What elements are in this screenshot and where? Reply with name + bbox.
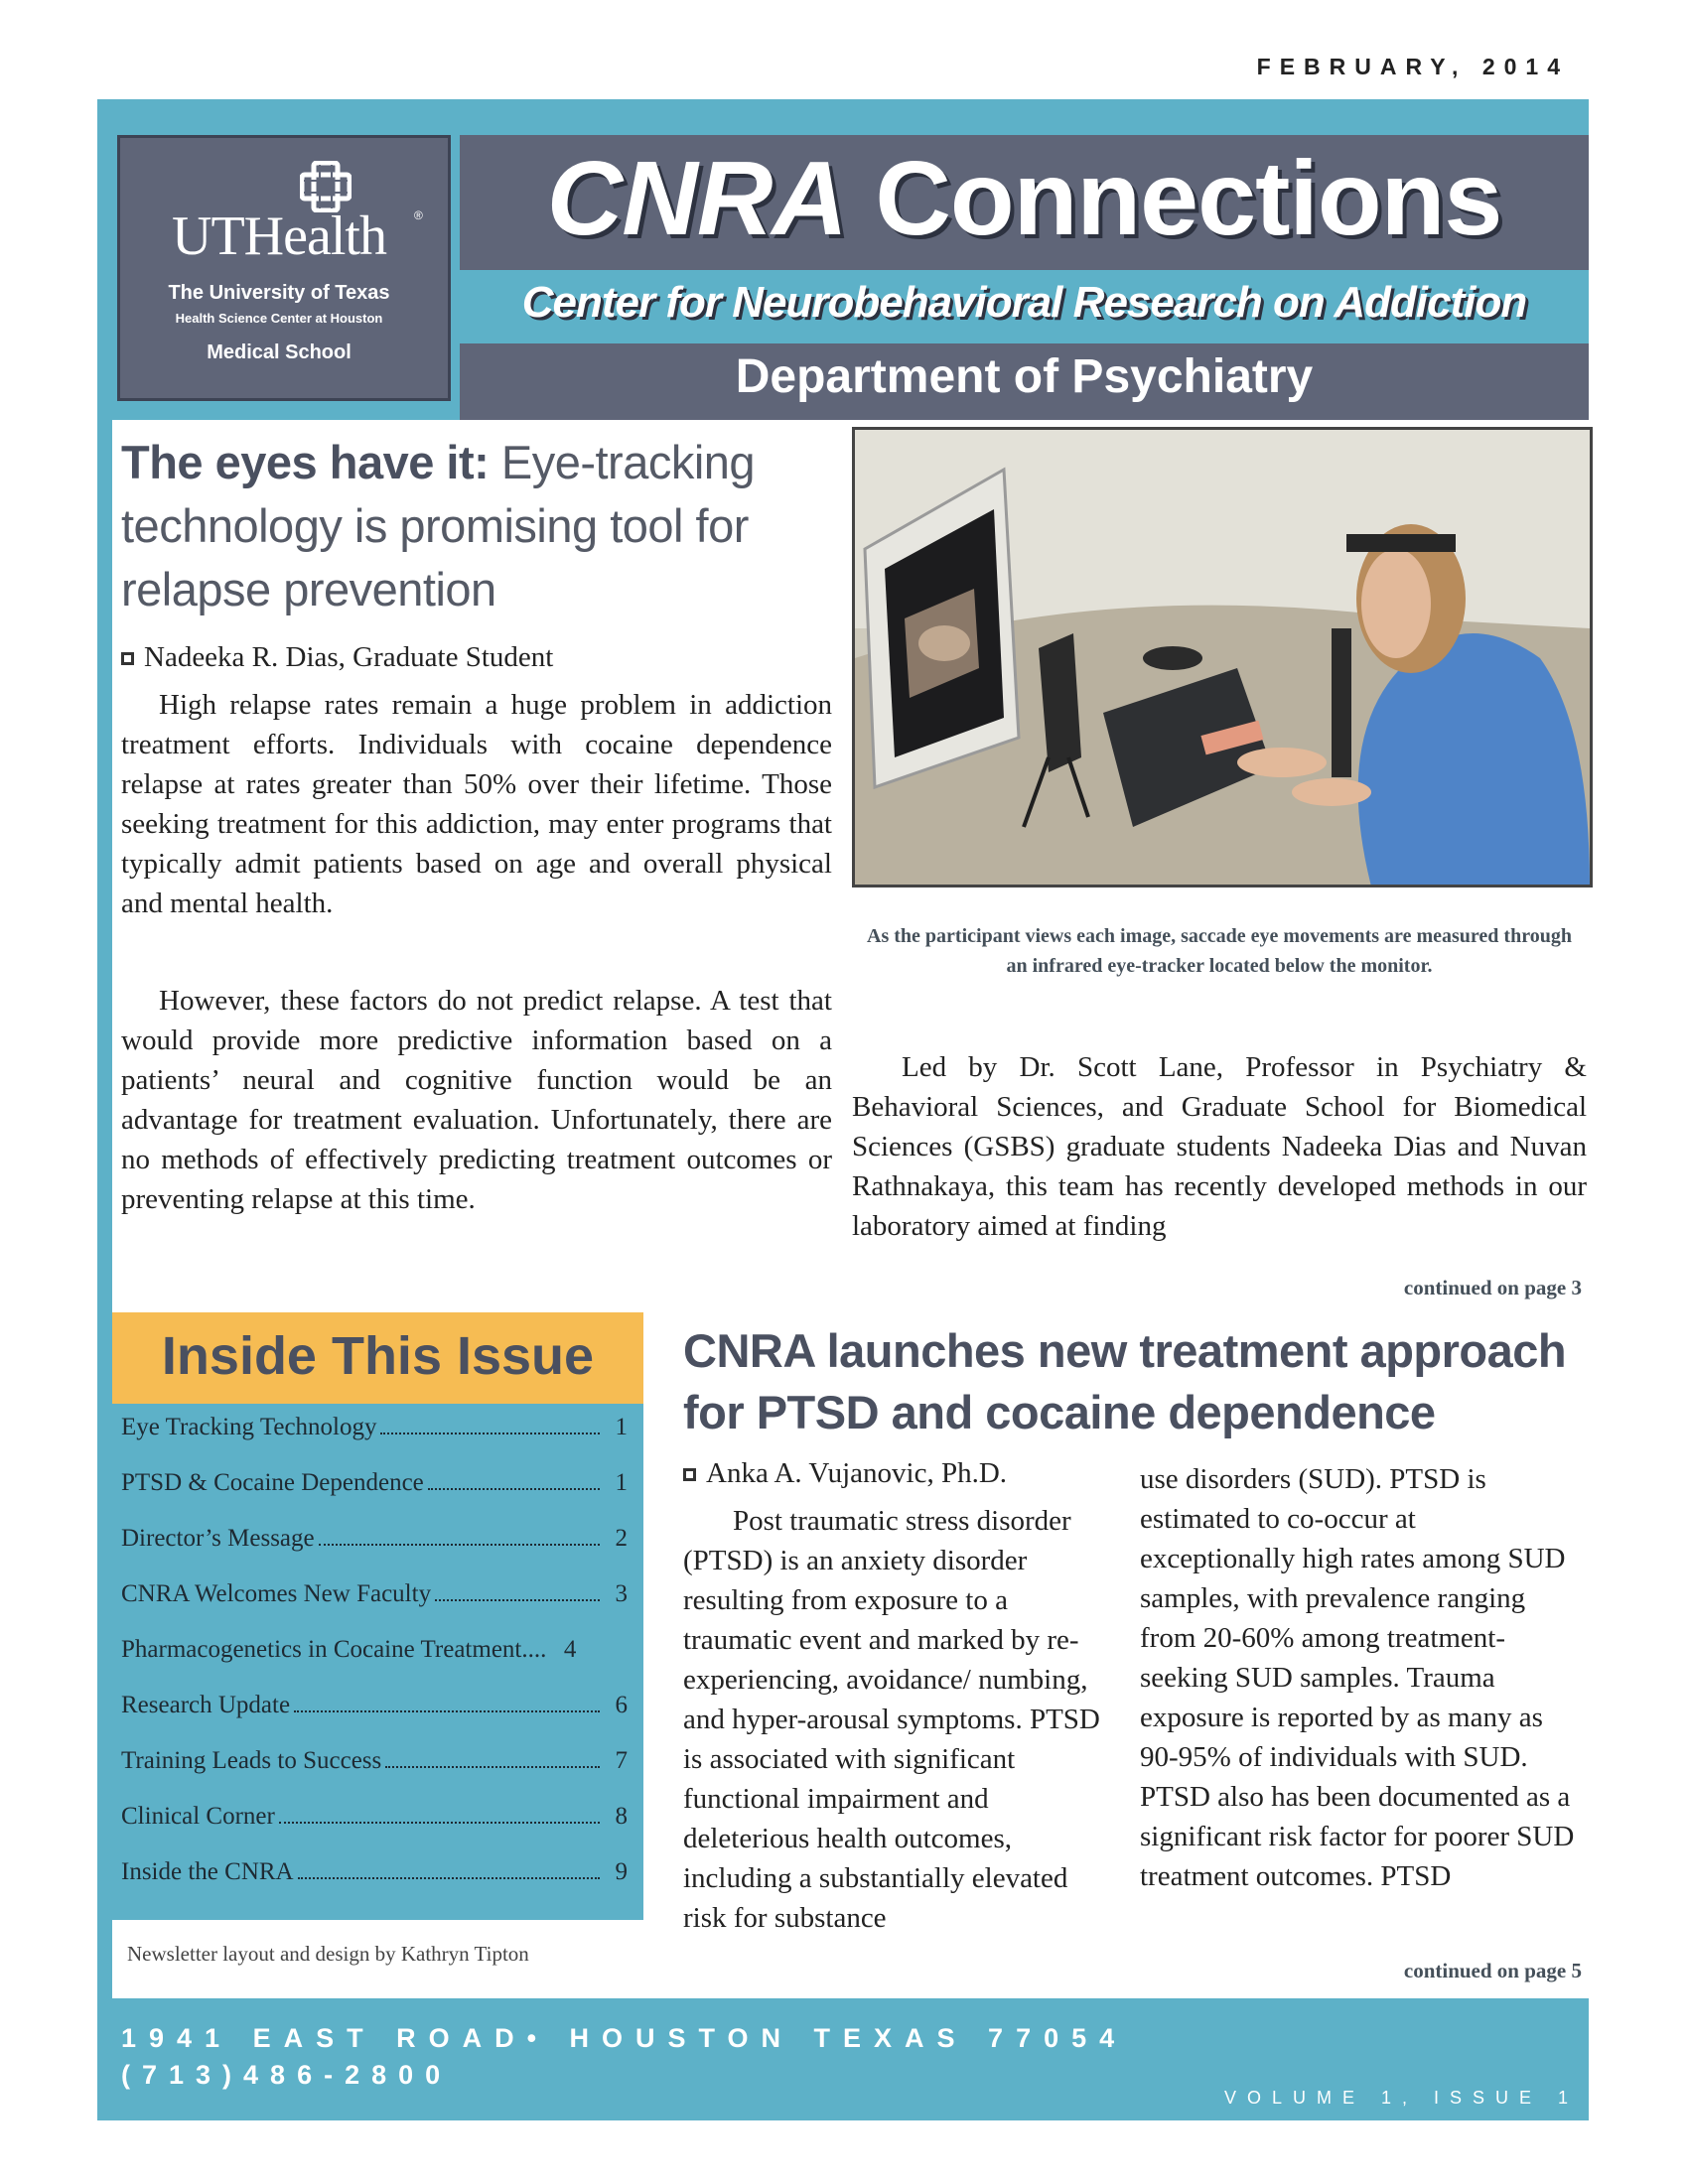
footer-volume: VOLUME 1, ISSUE 1 [1223,2088,1579,2108]
footer-address: 1941 EAST ROAD• HOUSTON TEXAS 77054 [121,2023,1128,2053]
registered-mark: ® [414,208,423,222]
toc-item-page: 6 [615,1692,628,1718]
logo-medical-school: Medical School [207,341,352,363]
logo-university-line: The University of Texas [168,282,390,304]
toc-item[interactable] [121,1745,628,1777]
article2-byline [683,1457,1007,1490]
logo-hsc-line: Health Science Center at Houston [175,311,383,326]
layout-credit: Newsletter layout and design by Kathryn Tipton [127,1942,529,1966]
toc-dot-leader [380,1412,600,1434]
toc-item-page: 8 [615,1803,628,1830]
toc-dot-leader [298,1856,600,1879]
photo-caption: As the participant views each image, saccade eye movements are measured through an infrared eye-tracker located below the monitor. [867,925,1572,977]
toc-dot-leader [319,1523,600,1546]
uthealth-wordmark: UTHealth [172,205,386,267]
title-connections: Connections [846,140,1502,257]
article1-paragraph-1: High relapse rates remain a huge problem in addiction treatment efforts. Individuals with cocaine dependence relapse at rates greater than 50% over their lifetime. Those seeking treatment for this addiction, may enter programs that typically admit patients based on age and overall physical and mental health. [121,689,832,919]
toc-dot-leader [428,1467,600,1490]
article2-column-2: use disorders (SUD). PTSD is estimated to co-occur at exceptionally high rates among SUD samples, with prevalence ranging from 20-60% among treatment-seeking SUD samples. Trauma exposure is reported by as many as 90-95% of individuals with SUD. PTSD also has been documented as a significant risk factor for poorer SUD treatment outcomes. PTSD [1140,1463,1575,1892]
toc-title: Inside This Issue [161,1326,595,1386]
toc-item[interactable] [121,1523,628,1555]
toc-item-label: Research Update [121,1692,291,1718]
toc-item-page: 1 [615,1414,628,1440]
toc-dot-leader [294,1690,600,1712]
toc-item-label: Pharmacogenetics in Cocaine Treatment.... [121,1636,547,1663]
article2-column-1: Post traumatic stress disorder (PTSD) is an anxiety disorder resulting from exposure to a traumatic event and marked by re-experiencing, avoidance/ numbing, and hyper-arousal symptoms. PTSD is associated with significant functional impairment and deleterious health outcomes, including a substantially elevated risk for substance [683,1505,1100,1934]
toc-item[interactable] [121,1412,628,1443]
article1-paragraph-3: Led by Dr. Scott Lane, Professor in Psychiatry & Behavioral Sciences, and Graduate School for Biomedical Sciences (GSBS) graduate students Nadeeka Dias and Nuvan Rathnakaya, this team has recently developed methods in our laboratory aimed at finding [852,1051,1587,1242]
toc-item-page: 2 [615,1525,628,1552]
toc-item[interactable] [121,1467,628,1499]
toc-item-page: 1 [615,1469,628,1496]
article1-author: Nadeeka R. Dias, Graduate Student [144,641,554,673]
toc-item-label: Inside the CNRA [121,1858,294,1885]
eye-tracking-photo [852,427,1593,887]
toc-item-label: Director’s Message [121,1525,315,1552]
toc-item-label: Clinical Corner [121,1803,275,1830]
toc-item-label: Eye Tracking Technology [121,1414,377,1440]
toc-item[interactable] [121,1801,628,1833]
toc-item-page: 4 [563,1636,577,1663]
article1-paragraph-2: However, these factors do not predict relapse. A test that would provide more predictive information based on a patients’ neural and cognitive function would be an advantage for treatment evaluation. Unfortunately, there are no methods of effectively predicting treatment outcomes or preventing relapse at this time. [121,985,832,1215]
article1-title [121,431,836,621]
toc-item[interactable] [121,1690,628,1721]
article1-title-rest: Eye-tracking technology is promising tool for relapse prevention [121,436,756,615]
square-bullet-icon [121,652,134,665]
toc-item-label: Training Leads to Success [121,1747,382,1774]
toc-item-page: 3 [615,1580,628,1607]
toc-item-label: PTSD & Cocaine Dependence [121,1469,424,1496]
article2-author: Anka A. Vujanovic, Ph.D. [706,1457,1008,1489]
newsletter-title [460,139,1589,259]
square-bullet-icon [683,1468,696,1481]
newsletter-subtitle: Center for Neurobehavioral Research on Addiction [521,278,1527,327]
toc-item[interactable] [121,1634,628,1666]
toc-item[interactable] [121,1578,628,1610]
article1-continued: continued on page 3 [1403,1276,1582,1299]
toc-item-label: CNRA Welcomes New Faculty [121,1580,432,1607]
issue-date: FEBRUARY, 2014 [1256,54,1569,79]
toc-dot-leader [279,1801,600,1824]
toc-item[interactable] [121,1856,628,1888]
toc-item-page: 9 [615,1858,628,1885]
toc-item-page: 7 [615,1747,628,1774]
department-name: Department of Psychiatry [735,350,1314,403]
footer-phone: (713)486-2800 [121,2060,453,2090]
article2-continued: continued on page 5 [1403,1959,1582,1982]
eye-tracking-photo-illustration [855,430,1590,885]
article1-title-lead: The eyes have it: [121,436,490,488]
article1-byline [121,641,553,674]
toc-dot-leader [385,1745,600,1768]
title-cnra: CNRA [546,140,847,257]
article2-title: CNRA launches new treatment approach for PTSD and cocaine dependence [683,1324,1567,1438]
toc-dot-leader [435,1578,600,1601]
